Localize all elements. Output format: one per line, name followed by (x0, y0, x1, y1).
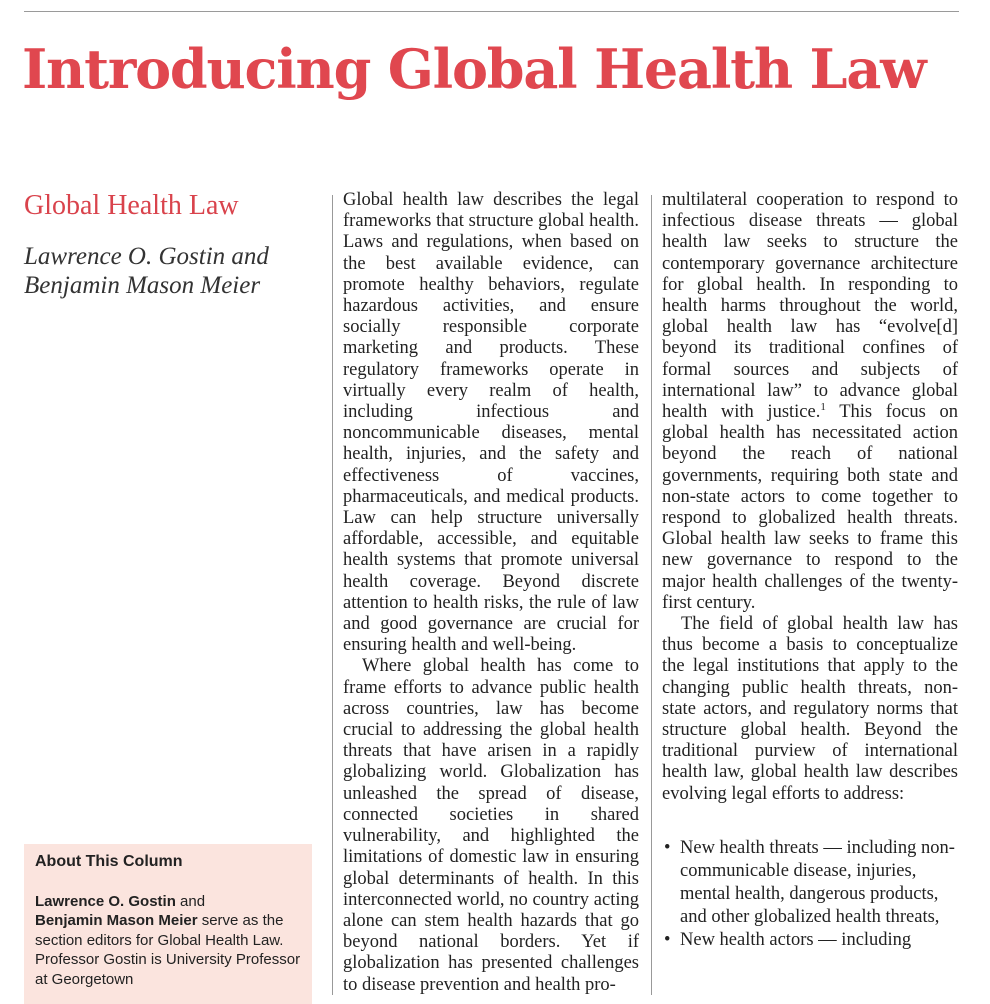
bullet-item-1: • New health threats — including non-communicable disease, injuries, mental health, dangerous products, and other globalized health threats, (662, 837, 958, 929)
authors-line-2: Benjamin Mason Meier (24, 272, 261, 299)
body-paragraph-3-part-b: This focus on global health has necessitated action beyond the reach of national governments, requiring both state and non-state actors to come together to respond to globalized health threats. Global health law seeks to frame this new governance to respond to the major health challenges of the twenty-first century. (662, 402, 958, 613)
bullet-item-2: • New health actors — including (662, 929, 958, 952)
column-divider-2 (651, 195, 652, 995)
authors-byline (24, 242, 314, 300)
about-heading: About This Column (35, 853, 183, 870)
body-paragraph-1: Global health law describes the legal frameworks that structure global health. Laws and regulations, when based on the best available evidence, can promote healthy behaviors, regulate hazardous activities, and ensure socially responsible corporate marketing and products. These regulatory frameworks operate in virtually every realm of health, including infectious and noncommunicable diseases, mental health, injuries, and the safety and effectiveness of vaccines, pharmaceuticals, and medical products. Law can help structure universally affordable, accessible, and equitable health systems that promote universal health coverage. Beyond discrete attention to health risks, the rule of law and good governance are crucial for ensuring health and well-being. (343, 190, 639, 656)
column-divider-1 (332, 195, 333, 995)
article-title: Introducing Global Health Law (22, 37, 926, 101)
top-rule (24, 11, 959, 12)
body-paragraph-3-part-a: multilateral cooperation to respond to infectious disease threats — global health law seeks to structure the contemporary governance architecture for global health. In responding to health harms throughout the world, global health law has “evolve[d] beyond its traditional confines of formal sources and subjects of international law” to advance global health with justice. (662, 190, 958, 423)
about-author-2: Benjamin Mason Meier (35, 912, 198, 929)
footnote-ref-1: 1 (820, 400, 826, 413)
section-label: Global Health Law (24, 190, 239, 221)
about-text (35, 892, 301, 990)
left-column (24, 188, 314, 300)
body-paragraph-4: The field of global health law has thus become a basis to conceptualize the legal institutions that apply to the changing public health threats, non-state actors, and regulatory norms that structure global health. Beyond the traditional purview of international health law, global health law describes evolving legal efforts to address: (662, 614, 958, 804)
body-column-2 (662, 190, 958, 952)
bullet-list (662, 837, 958, 952)
about-column-box (24, 844, 312, 1004)
about-rest: serve as the section editors for Global Health Law. Professor Gostin is University Professor at Georgetown (35, 912, 301, 988)
authors-line-1: Lawrence O. Gostin and (24, 243, 269, 270)
body-column-1 (343, 190, 639, 996)
body-paragraph-3 (662, 190, 958, 614)
about-and: and (175, 892, 206, 910)
about-author-1: Lawrence O. Gostin (35, 892, 176, 910)
body-paragraph-2: Where global health has come to frame efforts to advance public health across countries, law has become crucial to addressing the global health threats that have arisen in a rapidly globalizing world. Globalization has unleashed the spread of disease, connected societies in shared vulnerability, and highlighted the limitations of domestic law in ensuring global determinants of health. In this interconnected world, no country acting alone can stem health hazards that go beyond national borders. Yet if globalization has presented challenges to disease prevention and health pro- (343, 656, 639, 995)
